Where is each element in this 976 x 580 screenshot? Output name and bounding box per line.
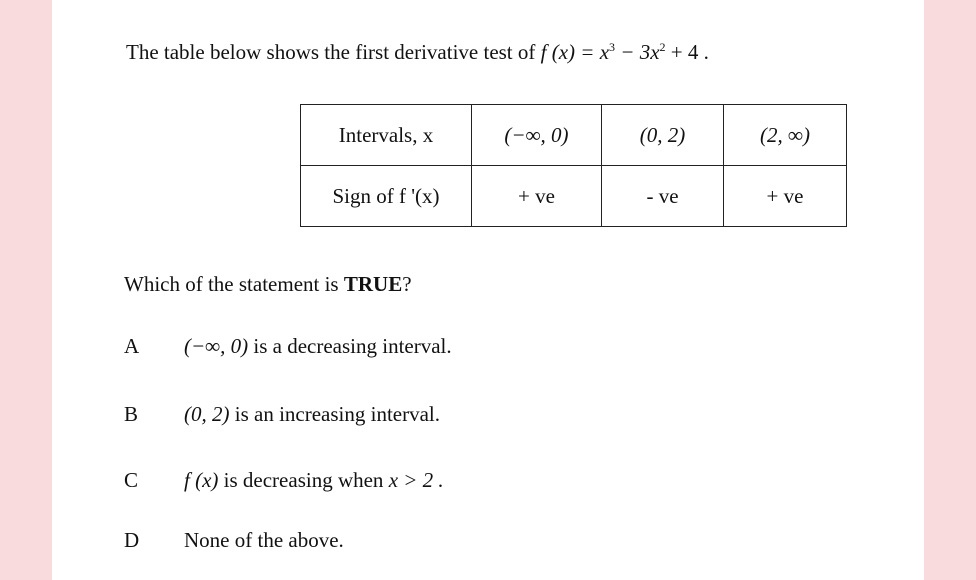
exponent-3: 3 [609, 40, 616, 54]
derivative-table [300, 104, 847, 227]
option-c-math2: x > 2 . [388, 468, 444, 492]
option-a-math: (−∞, 0) [184, 334, 249, 358]
interval-3: (2, ∞) [724, 105, 847, 166]
function-x: x [599, 40, 610, 64]
option-c-math: f (x) [184, 468, 219, 492]
option-d[interactable] [124, 528, 344, 553]
question-emphasis: TRUE [343, 272, 403, 296]
option-d-text: None of the above. [184, 528, 344, 552]
option-b[interactable] [124, 402, 440, 427]
question-intro [126, 40, 709, 65]
sign-2: - ve [602, 166, 724, 227]
question-suffix: ? [402, 272, 412, 296]
sign-3: + ve [724, 166, 847, 227]
worksheet-page [52, 0, 924, 580]
interval-2: (0, 2) [602, 105, 724, 166]
question-text [124, 272, 412, 297]
interval-1: (−∞, 0) [472, 105, 602, 166]
exponent-2: 2 [659, 40, 666, 54]
header-sign: Sign of f '(x) [301, 166, 472, 227]
option-b-text: is an increasing interval. [229, 402, 441, 426]
option-c[interactable] [124, 468, 444, 493]
option-c-text: is decreasing when [218, 468, 389, 492]
question-prefix: Which of the statement is [124, 272, 344, 296]
option-a-letter: A [124, 334, 140, 358]
option-a[interactable] [124, 334, 452, 359]
function-end: + 4 . [665, 40, 709, 64]
option-b-letter: B [124, 402, 139, 426]
option-d-letter: D [124, 528, 140, 552]
function-lhs: f (x) = [540, 40, 600, 64]
header-intervals: Intervals, x [301, 105, 472, 166]
sign-1: + ve [472, 166, 602, 227]
table-row-sign [301, 166, 847, 227]
intro-text: The table below shows the first derivative test of [126, 40, 536, 64]
option-b-math: (0, 2) [184, 402, 230, 426]
option-a-text: is a decreasing interval. [248, 334, 452, 358]
option-c-letter: C [124, 468, 139, 492]
function-mid: − 3x [615, 40, 660, 64]
table-row-intervals [301, 105, 847, 166]
